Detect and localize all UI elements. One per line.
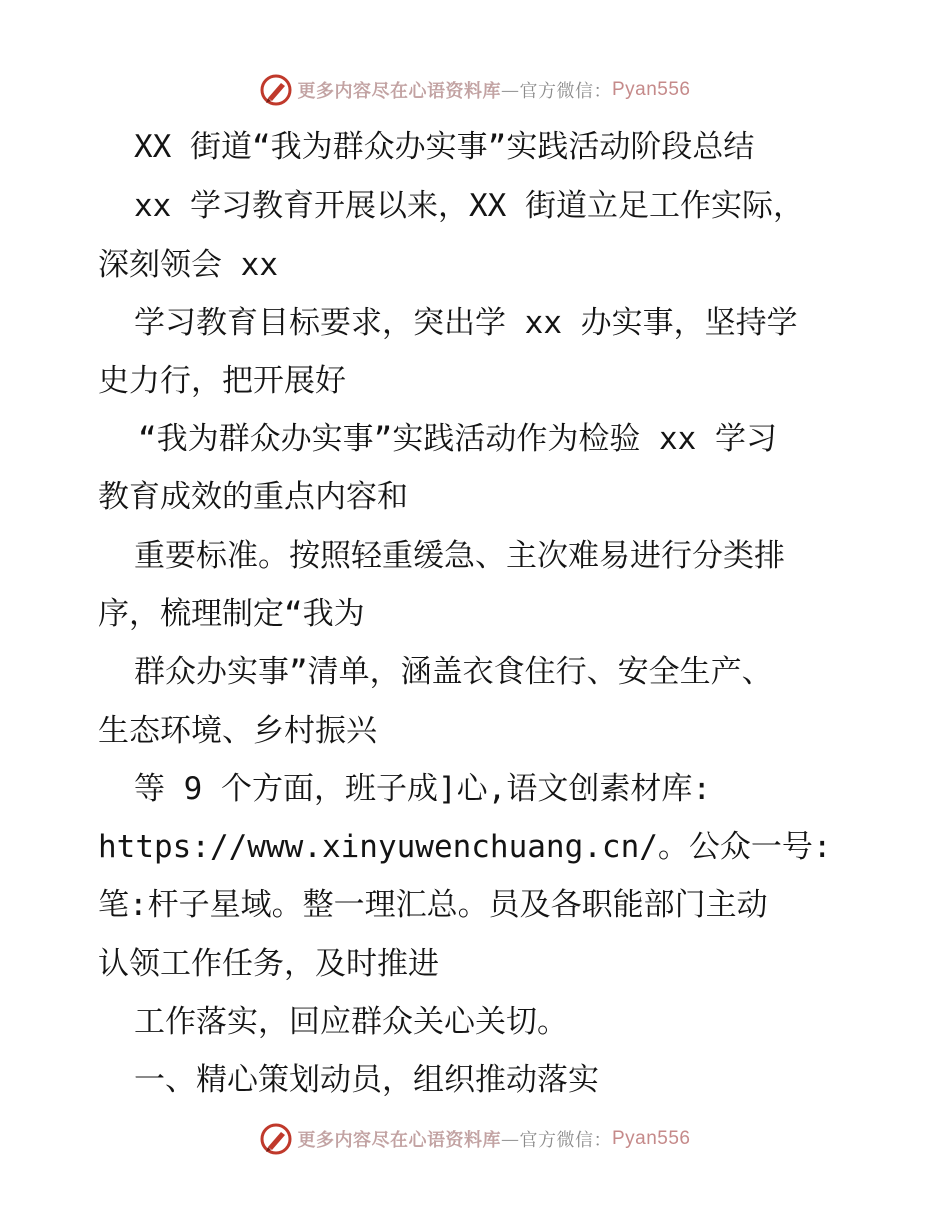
doc-line xyxy=(0,240,950,290)
doc-line-text: 生态环境、乡村振兴 xyxy=(98,713,377,749)
pen-logo-icon xyxy=(259,1122,293,1156)
footer-watermark-banner xyxy=(0,1119,950,1159)
doc-line xyxy=(0,414,950,464)
doc-line xyxy=(0,822,950,872)
banner-site-text: 更多内容尽在心语资料库 xyxy=(297,1130,501,1151)
doc-line-text: 工作落实，回应群众关心关切。 xyxy=(134,1004,568,1040)
doc-line-text: 笔:杆子星域。整一理汇总。员及各职能部门主动 xyxy=(98,887,768,923)
doc-section-heading xyxy=(0,1055,950,1105)
doc-line xyxy=(0,764,950,814)
doc-line xyxy=(0,298,950,348)
banner-wechat-label: 官方微信： xyxy=(519,1130,612,1151)
doc-line-text: 学习教育目标要求，突出学 xx 办实事，坚持学 xyxy=(134,305,798,341)
banner-wechat-id: Pyan556 xyxy=(611,1128,691,1149)
doc-line-text: 等 9 个方面，班子成]心,语文创素材库: xyxy=(134,771,711,807)
doc-line-text: 重要标准。按照轻重缓急、主次难易进行分类排 xyxy=(134,538,785,574)
doc-line xyxy=(0,939,950,989)
doc-line-text: xx 学习教育开展以来，XX 街道立足工作实际， xyxy=(134,188,804,224)
doc-line xyxy=(0,589,950,639)
doc-line-text: 教育成效的重点内容和 xyxy=(98,479,408,515)
banner-separator: — xyxy=(500,79,520,101)
doc-line-text: 深刻领会 xx xyxy=(98,247,278,283)
header-watermark-banner xyxy=(0,70,950,110)
doc-line xyxy=(0,706,950,756)
doc-line xyxy=(0,647,950,697)
banner-wechat-label: 官方微信： xyxy=(519,81,612,102)
doc-line-text: https://www.xinyuwenchuang.cn/。公众一号: xyxy=(98,829,832,865)
doc-line xyxy=(0,531,950,581)
doc-title-line xyxy=(0,122,950,172)
doc-line-text: 认领工作任务，及时推进 xyxy=(98,946,439,982)
doc-line xyxy=(0,880,950,930)
doc-line xyxy=(0,181,950,231)
doc-line xyxy=(0,997,950,1047)
doc-line-text: 序，梳理制定“我为 xyxy=(98,596,365,632)
doc-line-text: “我为群众办实事”实践活动作为检验 xx 学习 xyxy=(138,421,777,457)
banner-separator: — xyxy=(500,1128,520,1150)
pen-logo-icon xyxy=(259,73,293,107)
doc-line xyxy=(0,472,950,522)
doc-line-text: 群众办实事”清单，涵盖衣食住行、安全生产、 xyxy=(134,654,773,690)
doc-line-text: XX 街道“我为群众办实事”实践活动阶段总结 xyxy=(134,129,755,165)
banner-wechat-id: Pyan556 xyxy=(611,79,691,100)
doc-line-text: 史力行，把开展好 xyxy=(98,363,346,399)
doc-line xyxy=(0,356,950,406)
banner-site-text: 更多内容尽在心语资料库 xyxy=(297,81,501,102)
doc-line-text: 一、精心策划动员，组织推动落实 xyxy=(134,1062,599,1098)
